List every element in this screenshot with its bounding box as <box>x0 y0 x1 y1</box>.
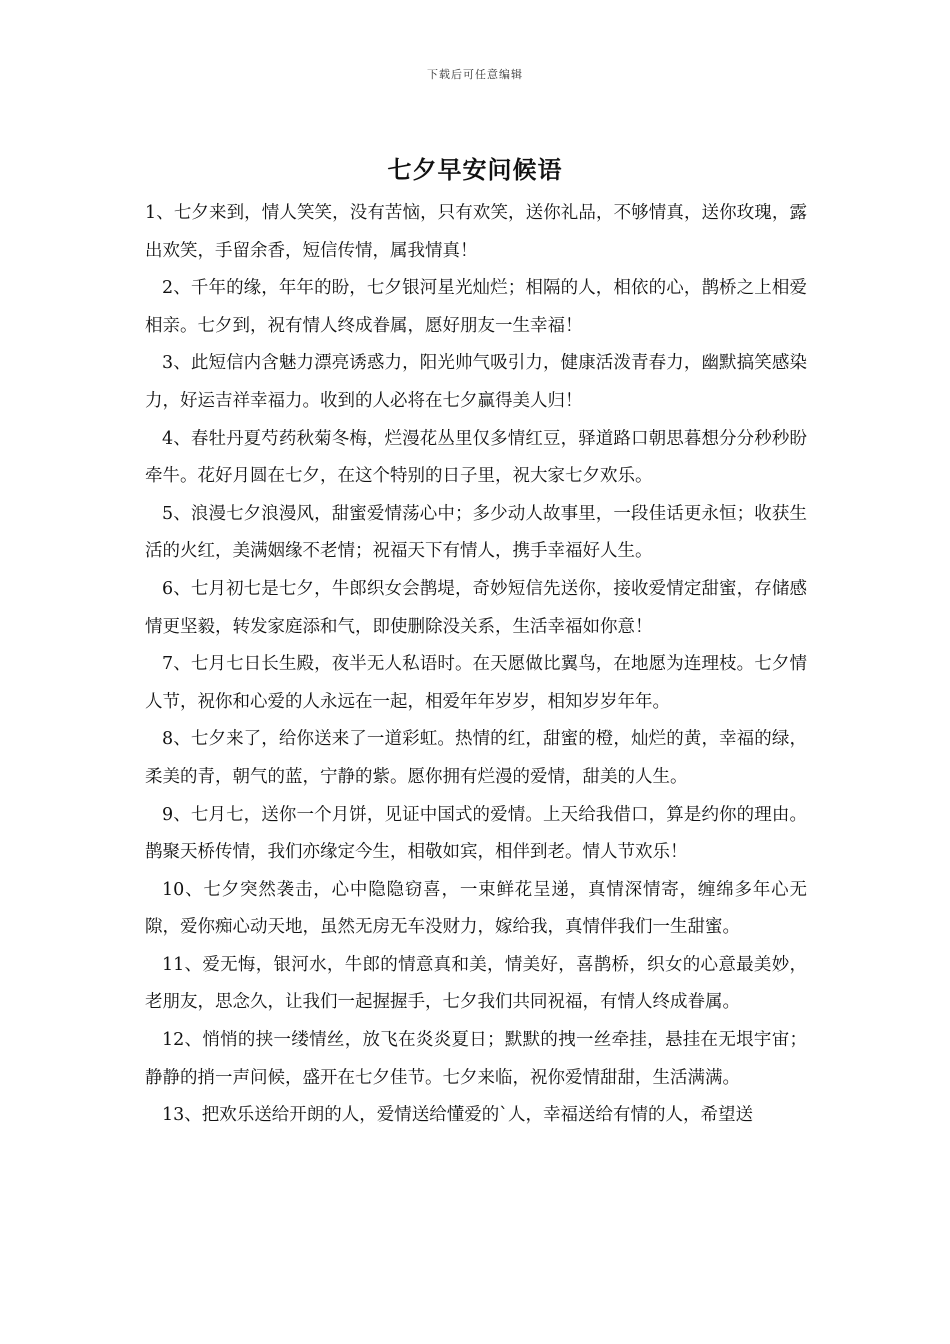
document-body <box>145 195 807 1135</box>
paragraph-3: 3、此短信内含魅力漂亮诱惑力，阳光帅气吸引力，健康活泼青春力，幽默搞笑感染力，好运吉祥幸福力。收到的人必将在七夕赢得美人归！ <box>145 353 807 411</box>
paragraph-6: 6、七月初七是七夕，牛郎织女会鹊堤，奇妙短信先送你，接收爱情定甜蜜，存储感情更坚毅，转发家庭添和气，即使删除没关系，生活幸福如你意！ <box>145 578 807 637</box>
paragraph-10: 10、七夕突然袭击，心中隐隐窃喜，一束鲜花呈递，真情深情寄，缠绵多年心无隙，爱你痴心动天地，虽然无房无车没财力，嫁给我，真情伴我们一生甜蜜。 <box>145 879 807 938</box>
paragraph-11: 11、爱无悔，银河水，牛郎的情意真和美，情美好，喜鹊桥，织女的心意最美妙，老朋友，思念久，让我们一起握握手，七夕我们共同祝福，有情人终成眷属。 <box>145 954 807 1013</box>
paragraph-4: 4、春牡丹夏芍药秋菊冬梅，烂漫花丛里仅多情红豆，驿道路口朝思暮想分分秒秒盼牵牛。花好月圆在七夕，在这个特别的日子里，祝大家七夕欢乐。 <box>145 428 807 487</box>
paragraph-2: 2、千年的缘，年年的盼，七夕银河星光灿烂；相隔的人，相依的心，鹊桥之上相爱相亲。七夕到，祝有情人终成眷属，愿好朋友一生幸福！ <box>145 278 807 336</box>
paragraph-13: 13、把欢乐送给开朗的人，爱情送给懂爱的`人，幸福送给有情的人，希望送 <box>162 1105 754 1126</box>
header-note: 下载后可任意编辑 <box>427 68 523 81</box>
paragraph-9: 9、七月七，送你一个月饼，见证中国式的爱情。上天给我借口，算是约你的理由。鹊聚天桥传情，我们亦缘定今生，相敬如宾，相伴到老。情人节欢乐！ <box>145 804 807 863</box>
paragraph-7: 7、七月七日长生殿，夜半无人私语时。在天愿做比翼鸟，在地愿为连理枝。七夕情人节，祝你和心爱的人永远在一起，相爱年年岁岁，相知岁岁年年。 <box>145 654 807 712</box>
document-title: 七夕早安问候语 <box>387 155 563 184</box>
paragraph-8: 8、七夕来了，给你送来了一道彩虹。热情的红，甜蜜的橙，灿烂的黄，幸福的绿，柔美的青，朝气的蓝，宁静的紫。愿你拥有烂漫的爱情，甜美的人生。 <box>145 729 807 787</box>
paragraph-1: 1、七夕来到，情人笑笑，没有苦恼，只有欢笑，送你礼品，不够情真，送你玫瑰，露出欢笑，手留余香，短信传情，属我情真！ <box>145 203 807 261</box>
paragraph-5: 5、浪漫七夕浪漫风，甜蜜爱情荡心中；多少动人故事里，一段佳话更永恒；收获生活的火红，美满姻缘不老情；祝福天下有情人，携手幸福好人生。 <box>145 503 807 562</box>
paragraph-12: 12、悄悄的挟一缕情丝，放飞在炎炎夏日；默默的拽一丝牵挂，悬挂在无垠宇宙；静静的捎一声问候，盛开在七夕佳节。七夕来临，祝你爱情甜甜，生活满满。 <box>145 1030 807 1088</box>
